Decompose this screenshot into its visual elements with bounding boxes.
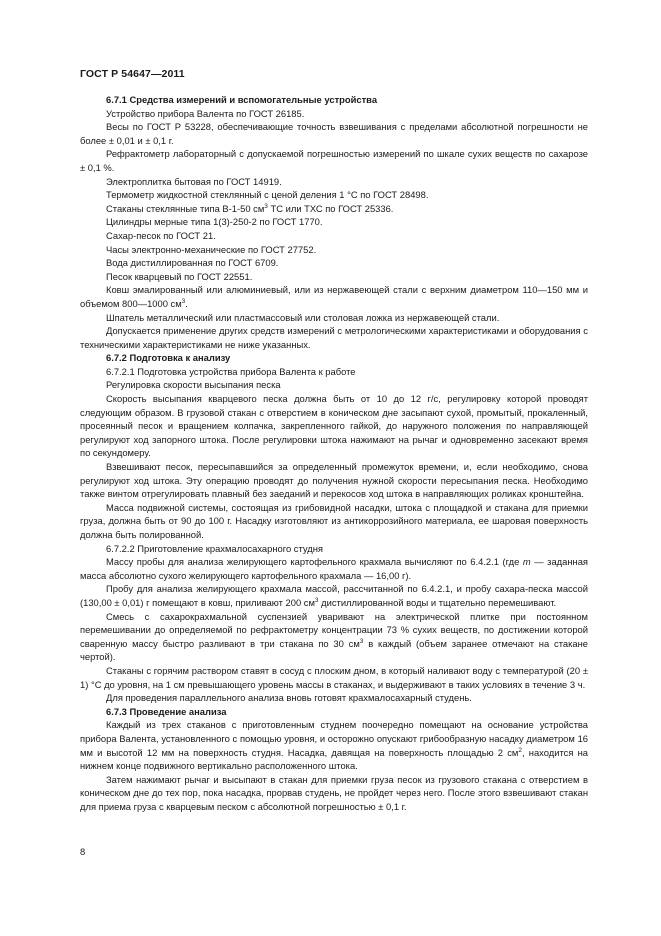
text-run: Смесь с сахарокрахмальной суспензией уваривают на электрической плитке при постоянном перемешивании до определяемой по рефрактометру концентрации 73 % сухих веществ, по достижении которой сваренную массу быстро разливают в три стакана по 30 см bbox=[80, 610, 588, 649]
variable-m: m bbox=[522, 556, 531, 568]
paragraph: Устройство прибора Валента по ГОСТ 26185. bbox=[106, 107, 305, 119]
text-run: Пробу для анализа желирующего крахмала массой, рассчитанной по 6.4.2.1, и пробу сахара-песка массой (130,00 ± 0,01) г помещают в ковш, приливают 200 см bbox=[80, 583, 588, 608]
text-run: . bbox=[185, 297, 188, 309]
paragraph: Сахар-песок по ГОСТ 21. bbox=[106, 229, 216, 241]
paragraph: Взвешивают песок, пересыпавшийся за определенный промежуток времени, и, если необходимо, снова регулируют ход штока. Эту операцию проводят до получения нужной скорости пересыпания песка. Необходимо также винтом отрегулировать плавный без заеданий и перекосов ход штока в направляющих роликах кронштейна. bbox=[80, 461, 588, 500]
text-run: Ковш эмалированный или алюминиевый, или из нержавеющей стали с верхним диаметром 110—150 мм и объемом 800—1000 см bbox=[80, 284, 588, 309]
page-header: ГОСТ Р 54647—2011 bbox=[80, 68, 185, 80]
paragraph bbox=[80, 610, 588, 664]
text-run: Каждый из трех стаканов с приготовленным студнем поочередно помещают на основание устройства прибора Валента, установленного с помощью уровня, и осторожно опускают грибообразную насадку диаметром 16 мм и высотой 12 мм на поверхность студня. Насадка, давящая на поверхность площадью 2 см bbox=[80, 719, 588, 758]
subsection-heading-6-7-2-1: 6.7.2.1 Подготовка устройства прибора Валента к работе bbox=[106, 365, 356, 377]
paragraph bbox=[80, 202, 588, 216]
superscript: 3 bbox=[264, 202, 268, 210]
paragraph: Часы электронно-механические по ГОСТ 27752. bbox=[106, 243, 317, 255]
paragraph: Шпатель металлический или пластмассовый или столовая ложка из нержавеющей стали. bbox=[106, 311, 500, 323]
paragraph: Допускается применение других средств измерений с метрологическими характеристиками и оборудования с техническими характеристиками не ниже указанных. bbox=[80, 325, 588, 350]
superscript: 2 bbox=[518, 746, 522, 754]
page-number: 8 bbox=[80, 846, 86, 857]
paragraph: Для проведения параллельного анализа вновь готовят крахмалосахарный студень. bbox=[106, 692, 472, 704]
subsection-title: Регулировка скорости высыпания песка bbox=[106, 379, 281, 391]
paragraph: Стаканы с горячим раствором ставят в сосуд с плоским дном, в который наливают воду с температурой (20 ± 1) °С до уровня, на 1 см превышающего уровень массы в стаканах, и выдерживают в таких условиях в течение 3 ч. bbox=[80, 664, 588, 690]
paragraph: Термометр жидкостной стеклянный с ценой деления 1 °С по ГОСТ 28498. bbox=[106, 189, 429, 201]
paragraph: Затем нажимают рычаг и высыпают в стакан для приемки груза песок из грузового стакана с отверстием в коническом дне до тех пор, пока насадка, прорвав студень, не пройдет через него. После этого взвешивают стакан для приема груза с кварцевым песком с абсолютной погрешностью ± 0,1 г. bbox=[80, 773, 588, 812]
text-run: — заданная масса абсолютно сухого желирующего картофельного крахмала — 16,00 г). bbox=[80, 556, 588, 581]
text-run: Массу пробы для анализа желирующего картофельного крахмала вычисляют по 6.4.2.1 (где bbox=[106, 556, 523, 568]
paragraph: Скорость высыпания кварцевого песка должна быть от 10 до 12 г/с, регулировку которой проводят следующим образом. В грузовой стакан с отверстием в коническом дне засыпают сухой, промытый, прокаленный, просеянный песок и вращением колпачка, закрепленного гайкой, до наружного положения по направляющей регулируют ход запорного штока. После регулировки штока нажимают на рычаг и одновременно засекают время по секундомеру. bbox=[80, 393, 588, 459]
paragraph: Весы по ГОСТ Р 53228, обеспечивающие точность взвешивания с пределами абсолютной погрешности не более ± 0,01 и ± 0,1 г. bbox=[80, 121, 588, 146]
paragraph bbox=[80, 718, 588, 772]
document-body bbox=[80, 93, 588, 813]
text-run: ТС или ТХС по ГОСТ 25336. bbox=[267, 202, 394, 214]
paragraph: Рефрактометр лабораторный с допускаемой погрешностью измерений по шкале сухих веществ по сахарозе ± 0,1 %. bbox=[80, 148, 588, 173]
text-run: в каждый (объем заранее отмечают на стакане чертой). bbox=[80, 637, 589, 663]
paragraph: Электроплитка бытовая по ГОСТ 14919. bbox=[106, 175, 282, 187]
paragraph: Цилиндры мерные типа 1(3)-250-2 по ГОСТ 1770. bbox=[106, 216, 323, 228]
text-run: Стаканы стеклянные типа В-1-50 см bbox=[106, 202, 265, 214]
section-heading-6-7-2: 6.7.2 Подготовка к анализу bbox=[106, 352, 231, 364]
paragraph bbox=[80, 555, 588, 582]
text-run: дистиллированной воды и тщательно перемешивают. bbox=[318, 596, 557, 608]
paragraph: Песок кварцевый по ГОСТ 22551. bbox=[106, 270, 253, 282]
superscript: 3 bbox=[181, 297, 186, 305]
subsection-heading-6-7-2-2: 6.7.2.2 Приготовление крахмалосахарного студня bbox=[106, 542, 323, 554]
superscript: 3 bbox=[314, 596, 319, 604]
superscript: 3 bbox=[359, 637, 364, 645]
paragraph bbox=[80, 582, 588, 609]
section-heading-6-7-3: 6.7.3 Проведение анализа bbox=[106, 705, 227, 717]
paragraph: Вода дистиллированная по ГОСТ 6709. bbox=[106, 257, 279, 269]
paragraph bbox=[80, 283, 588, 310]
text-run: , находится на нижнем конце подвижного вертикально расположенного штока. bbox=[80, 746, 588, 772]
paragraph: Масса подвижной системы, состоящая из грибовидной насадки, штока с площадкой и стакана для приемки груза, должна быть от 90 до 100 г. Насадку изготовляют из антикоррозийного материала, ее шаровая поверхность должна быть полированной. bbox=[80, 501, 588, 540]
section-heading-6-7-1: 6.7.1 Средства измерений и вспомогательные устройства bbox=[106, 94, 378, 105]
